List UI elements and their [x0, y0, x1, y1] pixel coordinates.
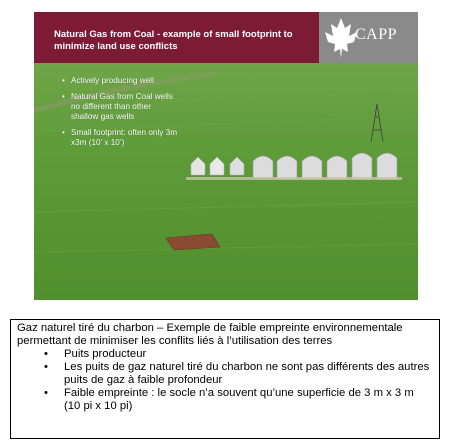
bullet-icon: •: [62, 128, 65, 137]
caption-bullet: [17, 348, 433, 361]
slide-bullet: [62, 76, 180, 86]
logo-text: CAPP: [355, 26, 398, 43]
slide-bullet-text: Natural Gas from Coal wells no different than other shallow gas wells: [71, 92, 173, 121]
caption-bullet: [17, 387, 433, 413]
caption-bullet-text: Faible empreinte : le socle n’a souvent qu’une superficie de 3 m x 3 m (10 pi x 10 pi): [64, 387, 414, 412]
slide-bullet-list: [62, 76, 180, 154]
caption-bullet: [17, 361, 433, 387]
bullet-icon: •: [62, 76, 65, 85]
bullet-icon: •: [44, 348, 48, 360]
bullet-icon: •: [62, 92, 65, 101]
bullet-icon: •: [44, 387, 48, 399]
bullet-icon: •: [44, 361, 48, 373]
slide-bullet: [62, 128, 180, 148]
slide-bullet-text: Small footprint: often only 3m x3m (10’ x 10’): [71, 128, 178, 147]
slide-bullet: [62, 92, 180, 122]
slide-title: Natural Gas from Coal - example of small footprint to minimize land use conflicts: [54, 29, 293, 52]
capp-logo: [319, 12, 418, 63]
caption-bullet-text: Les puits de gaz naturel tiré du charbon ne sont pas différents des autres puits de gaz à faible profondeur: [64, 361, 430, 386]
presentation-slide: [34, 12, 418, 300]
slide-bullet-text: Actively producing well: [71, 76, 154, 85]
caption-heading: Gaz naturel tiré du charbon – Exemple de faible empreinte environnementale permettant de minimiser les conflits liés à l’utilisation des terres: [17, 322, 403, 347]
caption-bullet-text: Puits producteur: [64, 348, 147, 360]
french-caption-box: [10, 319, 440, 439]
caption-bullet-list: [17, 348, 433, 413]
slide-title-bar: [34, 12, 418, 63]
